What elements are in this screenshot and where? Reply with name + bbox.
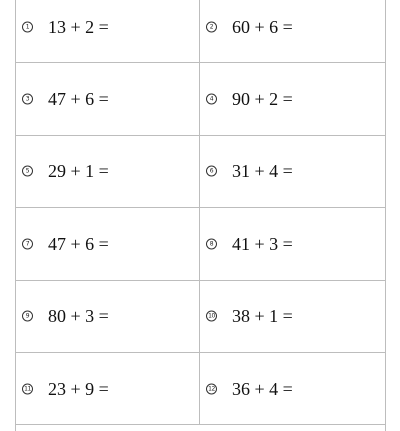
problem-expression: 29 + 1 = (48, 161, 109, 182)
problem-grid (15, 0, 386, 431)
problem-number: 2 (206, 21, 217, 32)
problem-number: 5 (22, 166, 33, 177)
problem-number: 4 (206, 94, 217, 105)
problem-number: 3 (22, 94, 33, 105)
problem-cell (16, 208, 200, 280)
problem-cell (200, 208, 385, 280)
problem-expression: 36 + 4 = (232, 378, 293, 399)
problem-expression: 60 + 6 = (232, 16, 293, 37)
problem-number: 1 (22, 21, 33, 32)
problem-expression: 90 + 2 = (232, 89, 293, 110)
problem-number: 8 (206, 238, 217, 249)
problem-expression: 23 + 9 = (48, 378, 109, 399)
problem-cell (200, 353, 385, 425)
problem-cell (16, 281, 200, 353)
problem-cell (200, 136, 385, 208)
problem-number: 9 (22, 311, 33, 322)
problem-expression: 47 + 6 = (48, 233, 109, 254)
problem-cell (16, 353, 200, 425)
problem-expression: 13 + 2 = (48, 16, 109, 37)
problem-cell (200, 0, 385, 63)
problem-expression: 47 + 6 = (48, 89, 109, 110)
problem-cell (16, 136, 200, 208)
problem-number: 11 (22, 383, 33, 394)
problem-cell (200, 63, 385, 135)
problem-expression: 38 + 1 = (232, 306, 293, 327)
problem-cell (16, 63, 200, 135)
problem-number: 12 (206, 383, 217, 394)
problem-expression: 31 + 4 = (232, 161, 293, 182)
problem-cell (16, 0, 200, 63)
problem-number: 10 (206, 311, 217, 322)
problem-expression: 80 + 3 = (48, 306, 109, 327)
problem-number: 6 (206, 166, 217, 177)
problem-number: 7 (22, 238, 33, 249)
problem-cell (200, 281, 385, 353)
problem-expression: 41 + 3 = (232, 233, 293, 254)
